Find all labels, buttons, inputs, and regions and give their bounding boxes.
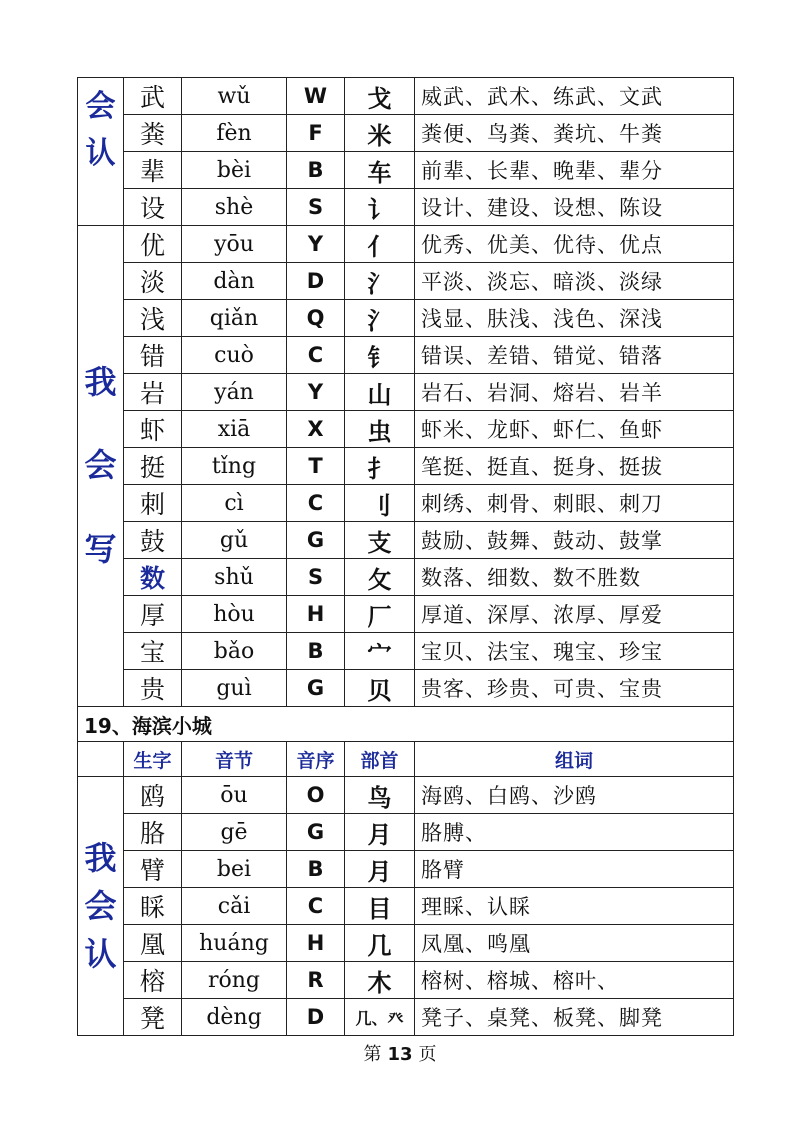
table-row: [78, 670, 734, 707]
pinyin-cell: yán: [182, 374, 287, 411]
char-cell: 臂: [124, 851, 182, 888]
radical-cell: 山: [345, 374, 415, 411]
radical-cell: 讠: [345, 189, 415, 226]
radical-cell: 攵: [345, 559, 415, 596]
order-cell: G: [287, 522, 345, 559]
radical-cell: 月: [345, 814, 415, 851]
order-cell: W: [287, 78, 345, 115]
char-cell: 厚: [124, 596, 182, 633]
table-row: [78, 300, 734, 337]
pinyin-cell: ōu: [182, 777, 287, 814]
pinyin-cell: róng: [182, 962, 287, 999]
char-cell: 数: [124, 559, 182, 596]
order-cell: F: [287, 115, 345, 152]
table-row: [78, 226, 734, 263]
radical-cell: 虫: [345, 411, 415, 448]
radical-cell: 氵: [345, 263, 415, 300]
char-cell: 鼓: [124, 522, 182, 559]
order-cell: C: [287, 337, 345, 374]
page-suffix: 页: [418, 1044, 437, 1065]
radical-cell: 戈: [345, 78, 415, 115]
table-row: [78, 596, 734, 633]
order-cell: Q: [287, 300, 345, 337]
order-cell: G: [287, 814, 345, 851]
words-cell: 优秀、优美、优待、优点: [415, 226, 734, 263]
radical-cell: 钅: [345, 337, 415, 374]
table-row: [78, 925, 734, 962]
pinyin-cell: yōu: [182, 226, 287, 263]
pinyin-cell: gē: [182, 814, 287, 851]
radical-cell: 几: [345, 925, 415, 962]
radical-cell: 支: [345, 522, 415, 559]
pinyin-cell: cuò: [182, 337, 287, 374]
order-cell: R: [287, 962, 345, 999]
table-row: [78, 448, 734, 485]
order-cell: D: [287, 999, 345, 1036]
order-cell: Y: [287, 226, 345, 263]
table-row: [78, 337, 734, 374]
words-cell: 厚道、深厚、浓厚、厚爱: [415, 596, 734, 633]
radical-cell: 氵: [345, 300, 415, 337]
words-cell: 前辈、长辈、晚辈、辈分: [415, 152, 734, 189]
radical-cell: 目: [345, 888, 415, 925]
table-row: [78, 374, 734, 411]
char-cell: 胳: [124, 814, 182, 851]
words-cell: 浅显、肤浅、浅色、深浅: [415, 300, 734, 337]
radical-cell: 米: [345, 115, 415, 152]
words-cell: 胳膊、: [415, 814, 734, 851]
words-cell: 平淡、淡忘、暗淡、淡绿: [415, 263, 734, 300]
words-cell: 数落、细数、数不胜数: [415, 559, 734, 596]
char-cell: 设: [124, 189, 182, 226]
words-cell: 鼓励、鼓舞、鼓动、鼓掌: [415, 522, 734, 559]
pinyin-cell: dàn: [182, 263, 287, 300]
order-cell: G: [287, 670, 345, 707]
radical-cell: 扌: [345, 448, 415, 485]
table-row: [78, 962, 734, 999]
radical-cell: 鸟: [345, 777, 415, 814]
char-cell: 虾: [124, 411, 182, 448]
words-cell: 设计、建设、设想、陈设: [415, 189, 734, 226]
radical-cell: 亻: [345, 226, 415, 263]
order-cell: C: [287, 888, 345, 925]
words-cell: 胳臂: [415, 851, 734, 888]
page-number: [0, 1040, 800, 1066]
char-cell: 鸥: [124, 777, 182, 814]
table-row: [78, 115, 734, 152]
header-sheng-zi: 生字: [124, 742, 182, 777]
order-cell: Y: [287, 374, 345, 411]
radical-cell: 几、癶: [345, 999, 415, 1036]
order-cell: H: [287, 925, 345, 962]
order-cell: B: [287, 633, 345, 670]
order-cell: T: [287, 448, 345, 485]
words-cell: 贵客、珍贵、可贵、宝贵: [415, 670, 734, 707]
header-row: [78, 742, 734, 777]
pinyin-cell: cì: [182, 485, 287, 522]
table-row: [78, 633, 734, 670]
pinyin-cell: bei: [182, 851, 287, 888]
char-cell: 榕: [124, 962, 182, 999]
words-cell: 刺绣、刺骨、刺眼、刺刀: [415, 485, 734, 522]
group-label-wo-hui-ren: 我会认: [78, 777, 124, 1036]
order-cell: S: [287, 559, 345, 596]
words-cell: 理睬、认睬: [415, 888, 734, 925]
char-cell: 淡: [124, 263, 182, 300]
order-cell: B: [287, 851, 345, 888]
header-yin-xu: 音序: [287, 742, 345, 777]
section-row: [78, 707, 734, 742]
words-cell: 威武、武术、练武、文武: [415, 78, 734, 115]
radical-cell: 月: [345, 851, 415, 888]
vocab-table: [77, 77, 734, 1036]
group-label-hui-ren: 会认: [78, 78, 124, 226]
char-cell: 武: [124, 78, 182, 115]
header-yin-jie: 音节: [182, 742, 287, 777]
order-cell: O: [287, 777, 345, 814]
words-cell: 虾米、龙虾、虾仁、鱼虾: [415, 411, 734, 448]
table-row: [78, 999, 734, 1036]
table-row: [78, 485, 734, 522]
pinyin-cell: cǎi: [182, 888, 287, 925]
table-row: [78, 263, 734, 300]
char-cell: 刺: [124, 485, 182, 522]
pinyin-cell: guì: [182, 670, 287, 707]
table-row: [78, 888, 734, 925]
table-row: [78, 777, 734, 814]
page-prefix: 第: [363, 1044, 382, 1065]
order-cell: S: [287, 189, 345, 226]
radical-cell: 车: [345, 152, 415, 189]
char-cell: 岩: [124, 374, 182, 411]
order-cell: C: [287, 485, 345, 522]
pinyin-cell: tǐng: [182, 448, 287, 485]
char-cell: 贵: [124, 670, 182, 707]
words-cell: 错误、差错、错觉、错落: [415, 337, 734, 374]
pinyin-cell: shǔ: [182, 559, 287, 596]
table-row: [78, 522, 734, 559]
radical-cell: 刂: [345, 485, 415, 522]
table-row: [78, 189, 734, 226]
radical-cell: 贝: [345, 670, 415, 707]
table-row: [78, 814, 734, 851]
words-cell: 笔挺、挺直、挺身、挺拔: [415, 448, 734, 485]
table-row: [78, 851, 734, 888]
order-cell: B: [287, 152, 345, 189]
words-cell: 海鸥、白鸥、沙鸥: [415, 777, 734, 814]
words-cell: 凳子、桌凳、板凳、脚凳: [415, 999, 734, 1036]
words-cell: 凤凰、鸣凰: [415, 925, 734, 962]
pinyin-cell: wǔ: [182, 78, 287, 115]
radical-cell: 厂: [345, 596, 415, 633]
pinyin-cell: dèng: [182, 999, 287, 1036]
table-row: [78, 559, 734, 596]
char-cell: 辈: [124, 152, 182, 189]
char-cell: 睬: [124, 888, 182, 925]
words-cell: 岩石、岩洞、熔岩、岩羊: [415, 374, 734, 411]
table-row: [78, 411, 734, 448]
pinyin-cell: shè: [182, 189, 287, 226]
pinyin-cell: fèn: [182, 115, 287, 152]
pinyin-cell: huáng: [182, 925, 287, 962]
char-cell: 粪: [124, 115, 182, 152]
radical-cell: 木: [345, 962, 415, 999]
char-cell: 宝: [124, 633, 182, 670]
pinyin-cell: qiǎn: [182, 300, 287, 337]
pinyin-cell: bèi: [182, 152, 287, 189]
radical-cell: 宀: [345, 633, 415, 670]
char-cell: 错: [124, 337, 182, 374]
order-cell: X: [287, 411, 345, 448]
section-title: 19、海滨小城: [78, 707, 734, 742]
words-cell: 宝贝、法宝、瑰宝、珍宝: [415, 633, 734, 670]
pinyin-cell: hòu: [182, 596, 287, 633]
order-cell: D: [287, 263, 345, 300]
table-row: [78, 78, 734, 115]
char-cell: 浅: [124, 300, 182, 337]
order-cell: H: [287, 596, 345, 633]
char-cell: 凰: [124, 925, 182, 962]
char-cell: 优: [124, 226, 182, 263]
pinyin-cell: bǎo: [182, 633, 287, 670]
table-row: [78, 152, 734, 189]
words-cell: 榕树、榕城、榕叶、: [415, 962, 734, 999]
header-zu-ci: 组词: [415, 742, 734, 777]
pinyin-cell: xiā: [182, 411, 287, 448]
header-bu-shou: 部首: [345, 742, 415, 777]
header-blank: [78, 742, 124, 777]
char-cell: 挺: [124, 448, 182, 485]
words-cell: 粪便、鸟粪、粪坑、牛粪: [415, 115, 734, 152]
group-label-wo-hui-xie: 我会写: [78, 226, 124, 707]
pinyin-cell: gǔ: [182, 522, 287, 559]
char-cell: 凳: [124, 999, 182, 1036]
page-number-value: 13: [387, 1044, 413, 1065]
